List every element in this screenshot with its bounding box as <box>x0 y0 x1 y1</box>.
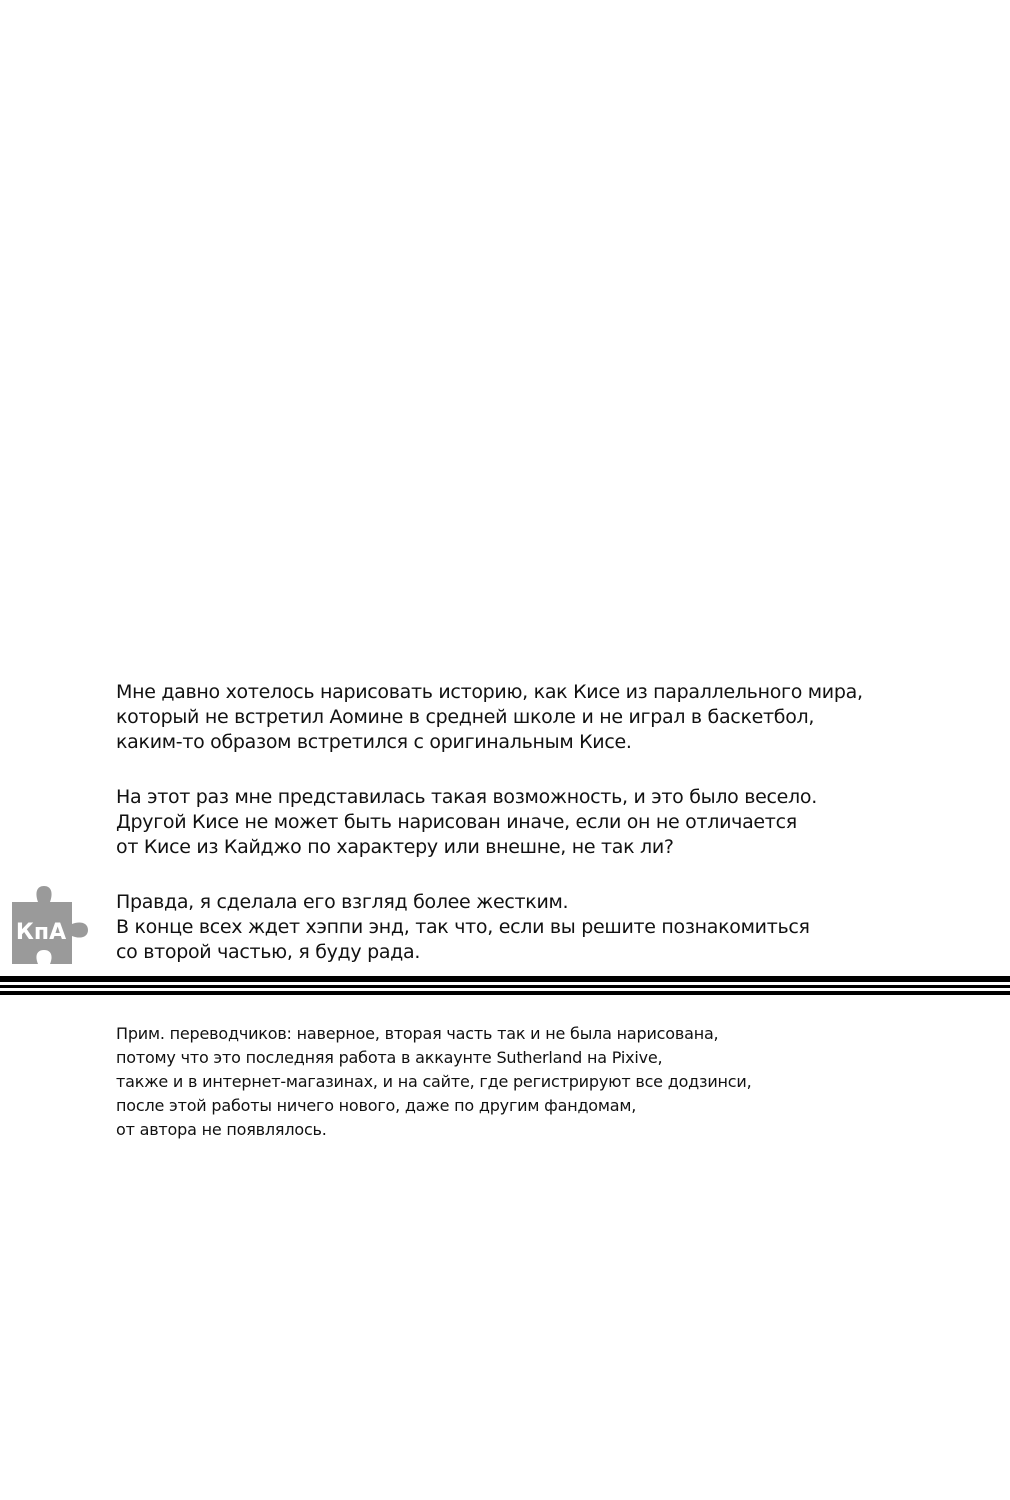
text-line: Мне давно хотелось нарисовать историю, как Кисе из параллельного мира, <box>116 681 863 703</box>
afterword-paragraph <box>116 680 976 755</box>
divider-line <box>0 985 1010 988</box>
text-line: В конце всех ждет хэппи энд, так что, если вы решите познакомиться <box>116 916 810 938</box>
text-line: от Кисе из Кайджо по характеру или внешне, не так ли? <box>116 836 674 858</box>
section-divider <box>0 976 1010 996</box>
text-line: Правда, я сделала его взгляд более жестким. <box>116 891 569 913</box>
text-line: также и в интернет-магазинах, и на сайте, где регистрируют все додзинси, <box>116 1072 752 1091</box>
text-line: Другой Кисе не может быть нарисован иначе, если он не отличается <box>116 811 797 833</box>
afterword-paragraph <box>116 785 976 860</box>
afterword-text <box>116 680 976 995</box>
afterword-paragraph <box>116 890 976 965</box>
text-line: со второй частью, я буду рада. <box>116 941 421 963</box>
text-line: Прим. переводчиков: наверное, вторая часть так и не была нарисована, <box>116 1024 719 1043</box>
text-line: от автора не появлялось. <box>116 1120 327 1139</box>
text-line: На этот раз мне представилась такая возможность, и это было весело. <box>116 786 817 808</box>
text-line: потому что это последняя работа в аккаунте Sutherland на Pixive, <box>116 1048 663 1067</box>
logo-text: КпА <box>15 920 67 945</box>
text-line: после этой работы ничего нового, даже по другим фандомам, <box>116 1096 637 1115</box>
text-line: каким-то образом встретился с оригинальным Кисе. <box>116 731 632 753</box>
text-line: который не встретил Аомине в средней школе и не играл в баскетбол, <box>116 706 815 728</box>
translator-note <box>116 1022 976 1142</box>
divider-line <box>0 991 1010 995</box>
divider-line <box>0 976 1010 982</box>
puzzle-piece-icon <box>8 884 92 968</box>
